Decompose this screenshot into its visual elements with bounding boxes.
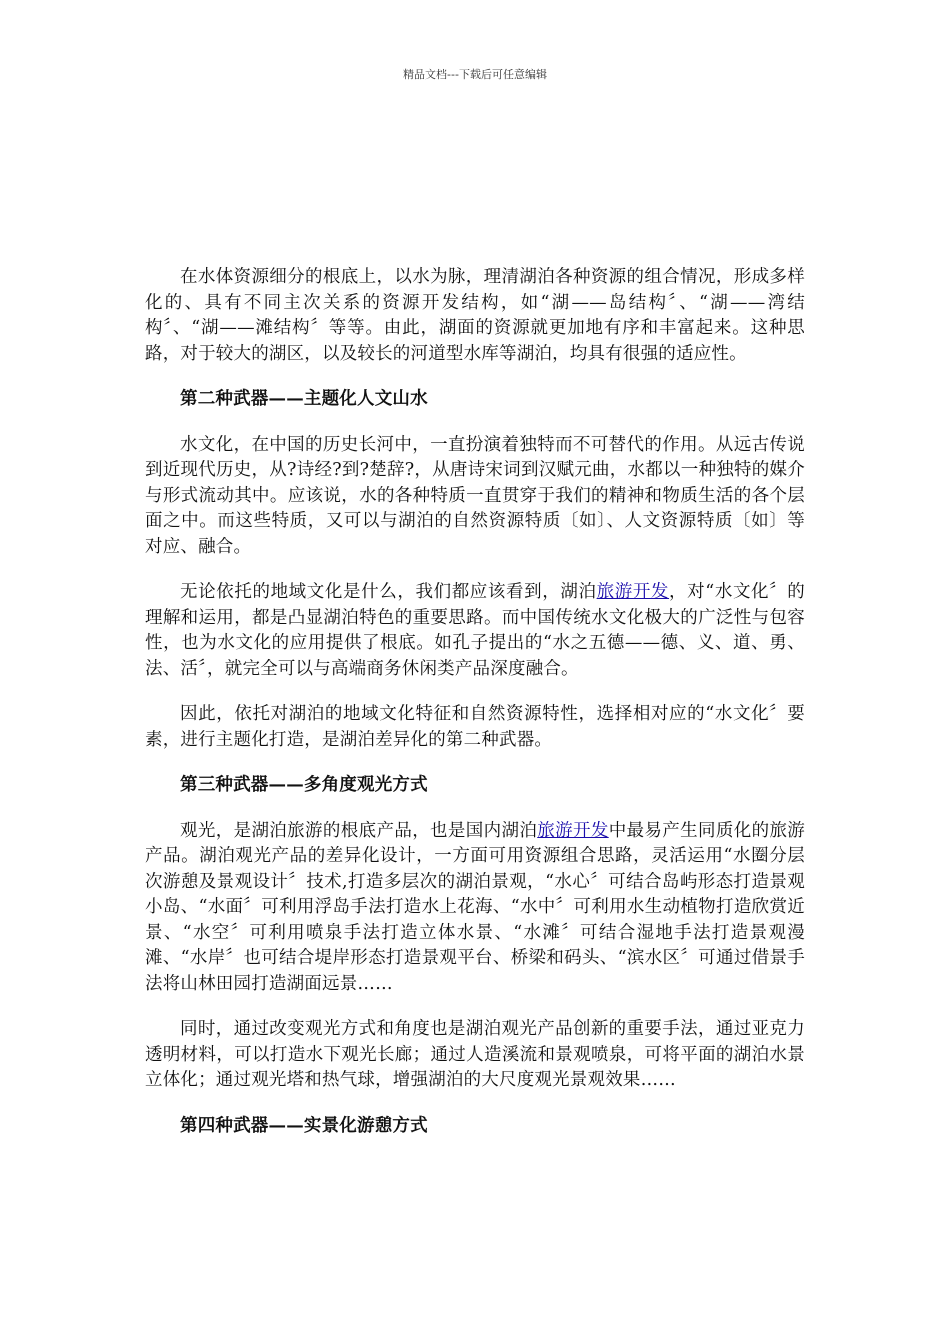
paragraph-sightseeing [145,819,805,998]
section-heading-second-weapon: 第二种武器——主题化人文山水 [180,389,428,409]
paragraph-regional-culture [145,580,805,682]
paragraph-text-end: ，对“水文化〞的理解和运用，都是凸显湖泊特色的重要思路。而中国传统水文化极大的广泛性与包容性，也为水文化的应用提供了根底。如孔子提出的“水之五德——德、义、道、勇、法、活〞，就完全可以与高端商务休闲类产品深度融合。 [145,582,805,679]
tourism-development-link[interactable]: 旅游开发 [537,820,609,841]
tourism-development-link[interactable]: 旅游开发 [596,582,670,602]
document-body [145,265,805,1159]
paragraph-water-culture: 水文化，在中国的历史长河中，一直扮演着独特而不可替代的作用。从远古传说到近现代历史，从?诗经?到?楚辞?，从唐诗宋词到汉赋元曲，水都以一种独特的媒介与形式流动其中。应该说，水的各种特质一直贯穿于我们的精神和物质生活的各个层面之中。而这些特质，又可以与湖泊的自然资源特质〔如〕、人文资源特质〔如〕等对应、融合。 [145,434,805,557]
paragraph-text-start: 无论依托的地域文化是什么，我们都应该看到，湖泊 [180,582,597,602]
section-heading-third-weapon: 第三种武器——多角度观光方式 [180,775,428,795]
paragraph-text-start: 观光，是湖泊旅游的根底产品，也是国内湖泊 [180,820,538,841]
paragraph-resource-structure: 在水体资源细分的根底上，以水为脉，理清湖泊各种资源的组合情况，形成多样化的、具有不同主次关系的资源开发结构，如“湖——岛结构〞、“湖——湾结构〞、“湖——滩结构〞等等。由此，湖面的资源就更加地有序和丰富起来。这种思路，对于较大的湖区，以及较长的河道型水库等湖泊，均具有很强的适应性。 [145,267,805,364]
section-heading-fourth-weapon: 第四种武器——实景化游憩方式 [180,1115,428,1136]
paragraph-thematic-conclusion: 因此，依托对湖泊的地域文化特征和自然资源特性，选择相对应的“水文化〞要素，进行主题化打造，是湖泊差异化的第二种武器。 [145,704,805,750]
page-header: 精品文档---下载后可任意编辑 [403,68,547,81]
paragraph-text-end: 中最易产生同质化的旅游产品。湖泊观光产品的差异化设计，一方面可用资源组合思路，灵活运用“水圈分层次游憩及景观设计〞技术,打造多层次的湖泊景观，“水心〞可结合岛屿形态打造景观小岛、“水面〞可利用浮岛手法打造水上花海、“水中〞可利用水生动植物打造欣赏近景、“水空〞可利用喷泉手法打造立体水景、“水滩〞可结合湿地手法打造景观漫滩、“水岸〞也可结合堤岸形态打造景观平台、桥梁和码头、“滨水区〞可通过借景手法将山林田园打造湖面远景…… [145,820,805,994]
paragraph-viewing-angles: 同时，通过改变观光方式和角度也是湖泊观光产品创新的重要手法，通过亚克力透明材料，可以打造水下观光长廊；通过人造溪流和景观喷泉，可将平面的湖泊水景立体化；通过观光塔和热气球，增强湖泊的大尺度观光景观效果…… [145,1019,805,1090]
